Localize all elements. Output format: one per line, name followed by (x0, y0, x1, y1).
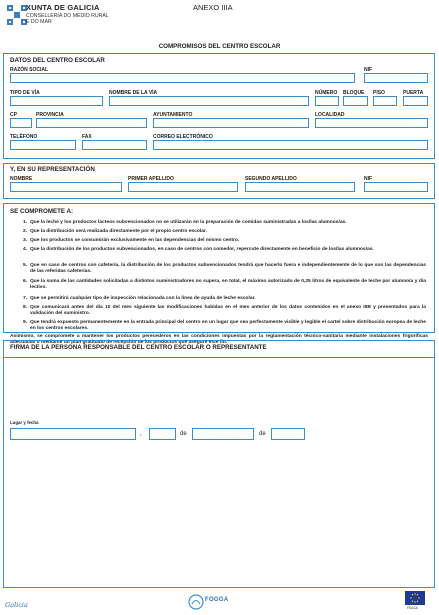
fogga-logo (188, 593, 248, 611)
commitments-closing: Asimismo, se compromete a mantener los productos perecederos en las condiciones impuestas por la reglamentación técnico-sanitaria mediante instalaciones frigoríficas adecuadas o mediante un plan graduado de recepción de los productos que asegure este fin. (10, 334, 428, 346)
commitment-text: Que la leche y los productos lácteos subvencionados no se utilizarán en la preparación de comidas suministradas a los/las alumnos/as. (30, 220, 347, 225)
numero-field[interactable] (315, 96, 339, 106)
de-separator: de (180, 431, 187, 437)
signature-divider (3, 357, 435, 358)
signature-title: FIRMA DE LA PERSONA RESPONSABLE DEL CENTRO ESCOLAR O REPRESENTANTE (10, 344, 267, 351)
school-nif-field[interactable] (364, 73, 428, 83)
eu-flag-icon (405, 591, 425, 605)
puerta-field[interactable] (403, 96, 428, 106)
commitment-text: Que comunicará antes del día 10 del mes siguiente las modificaciones habidas en el mes anterior de los datos contenidos en el anexo IIIB y presentados para la validación del suministro. (30, 305, 426, 317)
fogga-logo-text: FOGGA (205, 597, 229, 603)
commitment-text: Que la distribución de los productos subvencionados, en caso de centros con comedor, repercute directamente en beneficio de los/las alumnos/as. (30, 247, 374, 252)
commitment-num: 8. (23, 305, 28, 310)
tipo-via-field[interactable] (10, 96, 103, 106)
rep-segundo-apellido-field[interactable] (245, 182, 355, 192)
provincia-field[interactable] (36, 118, 147, 128)
ayuntamiento-label: AYUNTAMIENTO (153, 112, 193, 118)
de-separator: de (259, 431, 266, 437)
commitment-num: 2. (23, 229, 28, 234)
piso-field[interactable] (373, 96, 397, 106)
eu-label: FEAGA (407, 606, 418, 610)
numero-label: NÚMERO (315, 90, 338, 96)
fax-label: FAX (82, 134, 92, 140)
commitment-text: Que se permitirá cualquier tipo de inspección relacionada con la línea de ayuda de leche escolar. (30, 296, 256, 301)
comma-separator: , (140, 431, 142, 437)
razon-social-label: RAZÓN SOCIAL (10, 67, 49, 73)
commitment-num: 7. (23, 296, 28, 301)
year-field[interactable] (271, 428, 305, 440)
eu-flag (405, 591, 425, 605)
annex-label: ANEXO IIIA (193, 3, 233, 12)
commitment-text: Que tendrá expuesto permanentemente en la entrada principal del centro en un lugar que sea perfectamente visible y legible el cartel sobre distribución europea de leche en los centros escolares. (30, 320, 426, 332)
commitment-num: 5. (23, 263, 28, 268)
rep-primer-apellido-field[interactable] (128, 182, 238, 192)
rep-nif-label: NIF (364, 176, 373, 182)
nombre-via-field[interactable] (109, 96, 309, 106)
puerta-label: PUERTA (403, 90, 424, 96)
correo-field[interactable] (153, 140, 428, 150)
galicia-logo (5, 594, 35, 609)
rep-primer-apellido-label: PRIMER APELLIDO (128, 176, 174, 182)
correo-label: CORREO ELECTRÓNICO (153, 134, 213, 140)
dept-line2: E DO MAR (26, 19, 52, 25)
galicia-logo-text: Galicia (5, 601, 28, 609)
telefono-label: TELÉFONO (10, 134, 38, 140)
ayuntamiento-field[interactable] (153, 118, 309, 128)
commitment-text: Que la distribución será realizada directamente por el propio centro escolar. (30, 229, 207, 234)
month-field[interactable] (192, 428, 254, 440)
fogga-emblem-icon (188, 594, 204, 610)
commitment-text: Que en caso de centros con cafetería, la distribución de los productos subvencionados tendrá que hacerlo fuera e independientemente de lo que son las dependencias de las referidas cafeterías. (30, 263, 426, 275)
school-nif-label: NIF (364, 67, 373, 73)
tipo-via-label: TIPO DE VÍA (10, 90, 40, 96)
provincia-label: PROVINCIA (36, 112, 64, 118)
nombre-via-label: NOMBRE DE LA VÍA (109, 90, 158, 96)
rep-nombre-label: NOMBRE (10, 176, 33, 182)
bloque-field[interactable] (343, 96, 368, 106)
piso-label: PISO (373, 90, 385, 96)
localidad-field[interactable] (315, 118, 428, 128)
commitment-num: 9. (23, 320, 28, 325)
razon-social-field[interactable] (10, 73, 355, 83)
rep-nif-field[interactable] (364, 182, 428, 192)
commitment-num: 6. (23, 279, 28, 284)
cp-label: CP (10, 112, 17, 118)
telefono-field[interactable] (10, 140, 76, 150)
bloque-label: BLOQUE (343, 90, 365, 96)
commitment-num: 3. (23, 238, 28, 243)
dept-line1: CONSELLERÍA DO MEDIO RURAL (26, 13, 109, 19)
doc-title: COMPROMISOS DEL CENTRO ESCOLAR (158, 43, 281, 50)
place-field[interactable] (10, 428, 136, 440)
commitment-num: 1. (23, 220, 28, 225)
localidad-label: LOCALIDAD (315, 112, 345, 118)
school-section-title: DATOS DEL CENTRO ESCOLAR (10, 57, 105, 64)
rep-nombre-field[interactable] (10, 182, 122, 192)
org-name: XUNTA DE GALICIA (26, 3, 100, 12)
commitment-text: Que los productos se consumirán exclusivamente en las dependencias del mismo centro. (30, 238, 240, 243)
cp-field[interactable] (10, 118, 32, 128)
commitment-num: 4. (23, 247, 28, 252)
commitment-text: Que la suma de las cantidades solicitadas a distintos suministradores no supera, en total, el máximo autorizado de 0,25 litros de equivalente de leche por alumno/a y día lectivo. (30, 279, 426, 291)
signature-section (3, 340, 435, 588)
place-date-label: Lugar y fecha (10, 420, 39, 425)
day-field[interactable] (149, 428, 176, 440)
rep-section-title: Y, EN SU REPRESENTACIÓN (10, 166, 95, 173)
commitments-title: SE COMPROMETE A: (10, 208, 74, 215)
rep-segundo-apellido-label: SEGUNDO APELLIDO (245, 176, 297, 182)
fax-field[interactable] (82, 140, 147, 150)
